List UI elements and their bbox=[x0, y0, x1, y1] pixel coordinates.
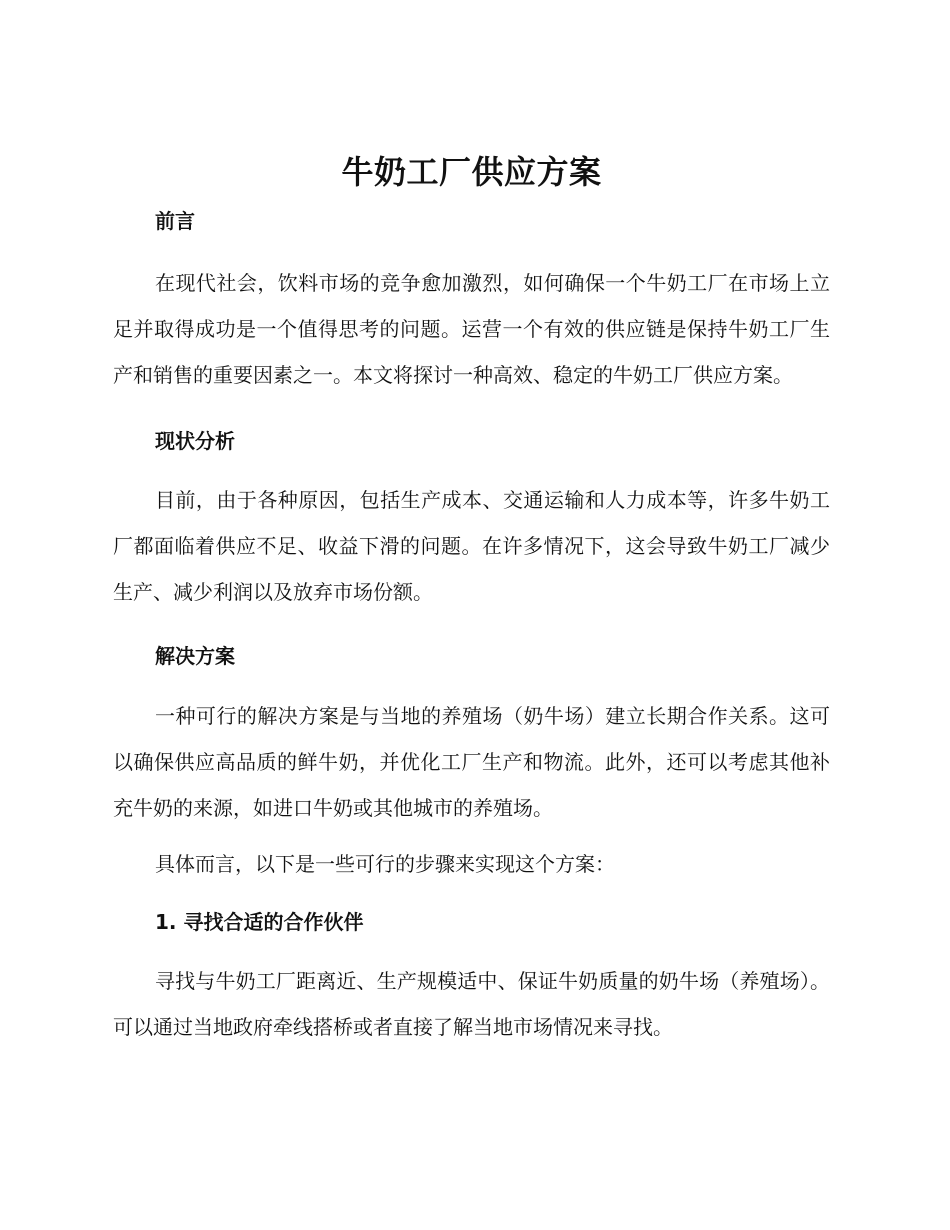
section-paragraph-preface: 在现代社会，饮料市场的竞争愈加激烈，如何确保一个牛奶工厂在市场上立足并取得成功是一个值得思考的问题。运营一个有效的供应链是保持牛奶工厂生产和销售的重要因素之一。本文将探讨一种高效、稳定的牛奶工厂供应方案。 bbox=[113, 271, 830, 387]
document-title: 牛奶工厂供应方案 bbox=[341, 153, 602, 191]
section-heading-status-analysis: 现状分析 bbox=[155, 429, 235, 453]
section-heading-solution: 解决方案 bbox=[155, 644, 235, 668]
section-heading-preface: 前言 bbox=[155, 209, 195, 233]
steps-intro-paragraph: 具体而言，以下是一些可行的步骤来实现这个方案： bbox=[155, 852, 615, 876]
section-paragraph-status-analysis: 目前，由于各种原因，包括生产成本、交通运输和人力成本等，许多牛奶工厂都面临着供应不足、收益下滑的问题。在许多情况下，这会导致牛奶工厂减少生产、减少利润以及放弃市场份额。 bbox=[113, 488, 830, 604]
step-heading-1: 1. 寻找合适的合作伙伴 bbox=[155, 910, 364, 934]
step-paragraph-1: 寻找与牛奶工厂距离近、生产规模适中、保证牛奶质量的奶牛场（养殖场）。可以通过当地政府牵线搭桥或者直接了解当地市场情况来寻找。 bbox=[113, 969, 830, 1039]
section-paragraph-solution: 一种可行的解决方案是与当地的养殖场（奶牛场）建立长期合作关系。这可以确保供应高品质的鲜牛奶，并优化工厂生产和物流。此外，还可以考虑其他补充牛奶的来源，如进口牛奶或其他城市的养殖场。 bbox=[113, 704, 830, 820]
